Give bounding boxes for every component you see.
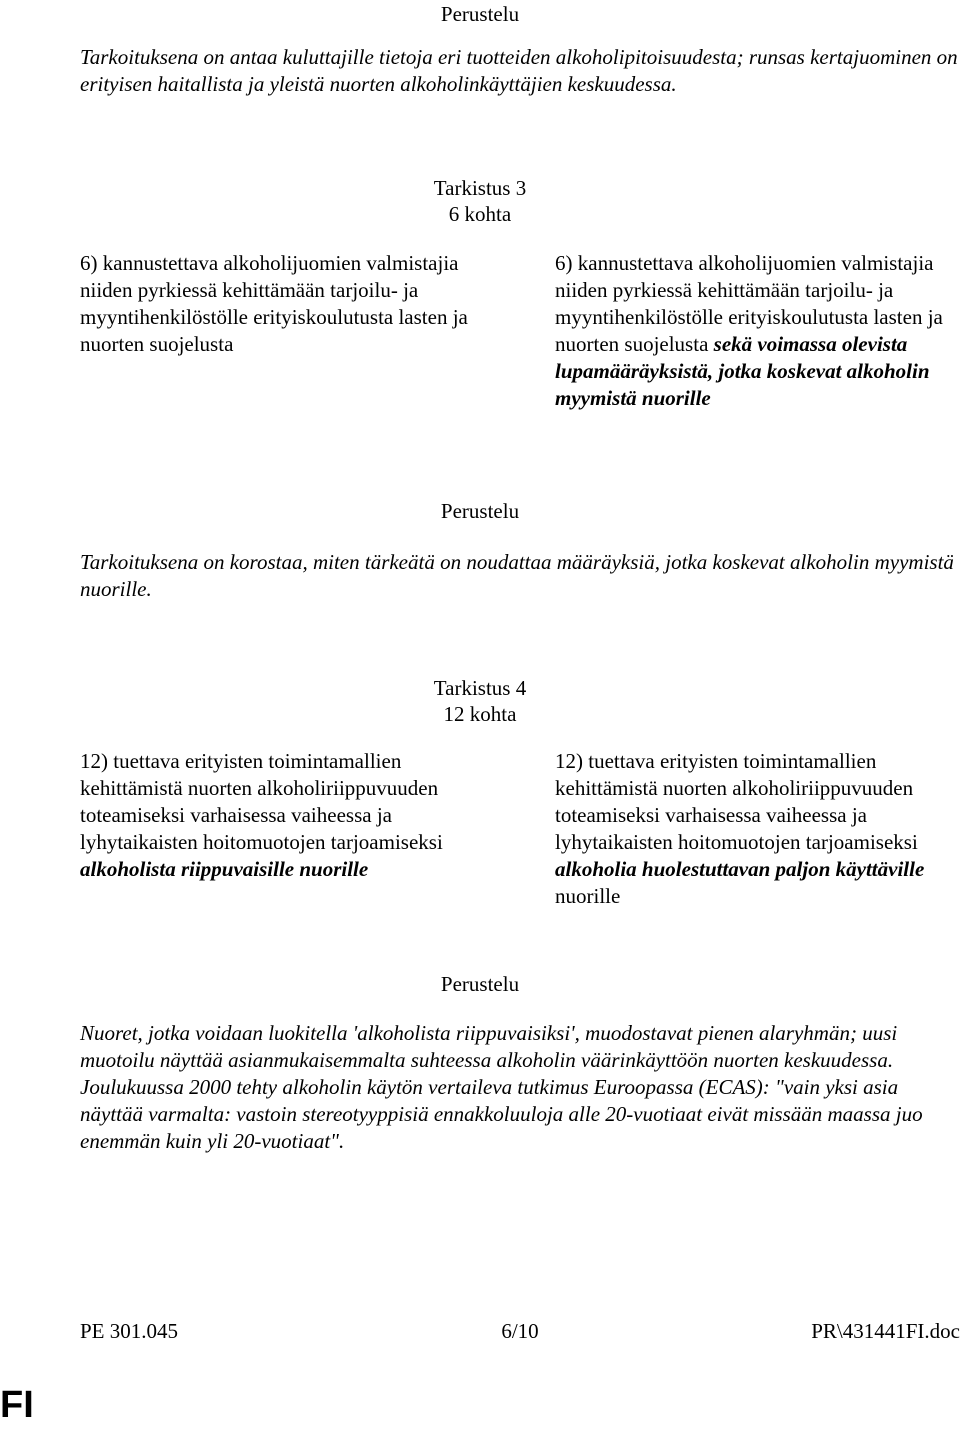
amendment-number: Tarkistus 3 [433, 176, 527, 200]
amendment-point: 6 kohta [448, 202, 512, 226]
amended-text-plain: 6) kannustettava alkoholijuomien valmistajia niiden pyrkiessä kehittämään tarjoilu- ja myyntihenkilöstölle erityiskoulutusta lasten ja nuorten suojelusta [555, 251, 943, 356]
justification-heading: Perustelu [440, 499, 520, 523]
justification-heading: Perustelu [440, 972, 520, 996]
justification-text: Nuoret, jotka voidaan luokitella 'alkoholista riippuvaisiksi', muodostavat pienen alaryhmän; uusi muotoilu näyttää asianmukaisemmalta suhteessa alkoholin väärinkäyttöön nuorten keskuudessa. Joulukuussa 2000 tehty alkoholin käytön vertaileva tutkimus Euroopassa (ECAS): "vain yksi asia näyttää varmalta: vastoin stereotyyppisiä ennakkoluuloja alle 20-vuotiaat eivät missään maassa juo enemmän kuin yli 20-vuotiaat". [80, 1021, 923, 1153]
original-text: 6) kannustettava alkoholijuomien valmistajia niiden pyrkiessä kehittämään tarjoilu- ja myyntihenkilöstölle erityiskoulutusta lasten ja nuorten suojelusta [80, 251, 468, 356]
footer-reference: PE 301.045 [80, 1319, 179, 1343]
amendment-point: 12 kohta [443, 702, 517, 726]
amended-text-plain: 12) tuettava erityisten toimintamallien kehittämistä nuorten alkoholiriippuvuuden toteamiseksi varhaisessa vaiheessa ja lyhytaikaisten hoitomuotojen tarjoamiseksi [555, 749, 918, 854]
original-text-deletion: alkoholista riippuvaisille nuorille [80, 857, 369, 881]
footer-document-name: PR\431441FI.doc [811, 1319, 960, 1343]
footer-page-number: 6/10 [501, 1319, 539, 1343]
language-code: FI [0, 1384, 34, 1426]
justification-text: Tarkoituksena on korostaa, miten tärkeätä on noudattaa määräyksiä, jotka koskevat alkoholin myymistä nuorille. [80, 550, 954, 601]
original-text [80, 748, 500, 883]
amended-text-addition: sekä voimassa olevista lupamääräyksistä, jotka koskevat alkoholin myymistä nuorille [555, 332, 930, 410]
original-text-plain: 12) tuettava erityisten toimintamallien kehittämistä nuorten alkoholiriippuvuuden toteamiseksi varhaisessa vaiheessa ja lyhytaikaisten hoitomuotojen tarjoamiseksi [80, 749, 443, 854]
amended-text-tail: nuorille [555, 884, 621, 908]
amendment-number: Tarkistus 4 [433, 676, 527, 700]
amended-text-addition: alkoholia huolestuttavan paljon käyttäville [555, 857, 925, 881]
amended-text [555, 250, 960, 412]
amended-text [555, 748, 960, 910]
justification-text: Tarkoituksena on antaa kuluttajille tietoja eri tuotteiden alkoholipitoisuudesta; runsas kertajuominen on erityisen haitallista ja yleistä nuorten alkoholinkäyttäjien keskuudessa. [80, 45, 958, 96]
justification-heading: Perustelu [440, 2, 520, 26]
